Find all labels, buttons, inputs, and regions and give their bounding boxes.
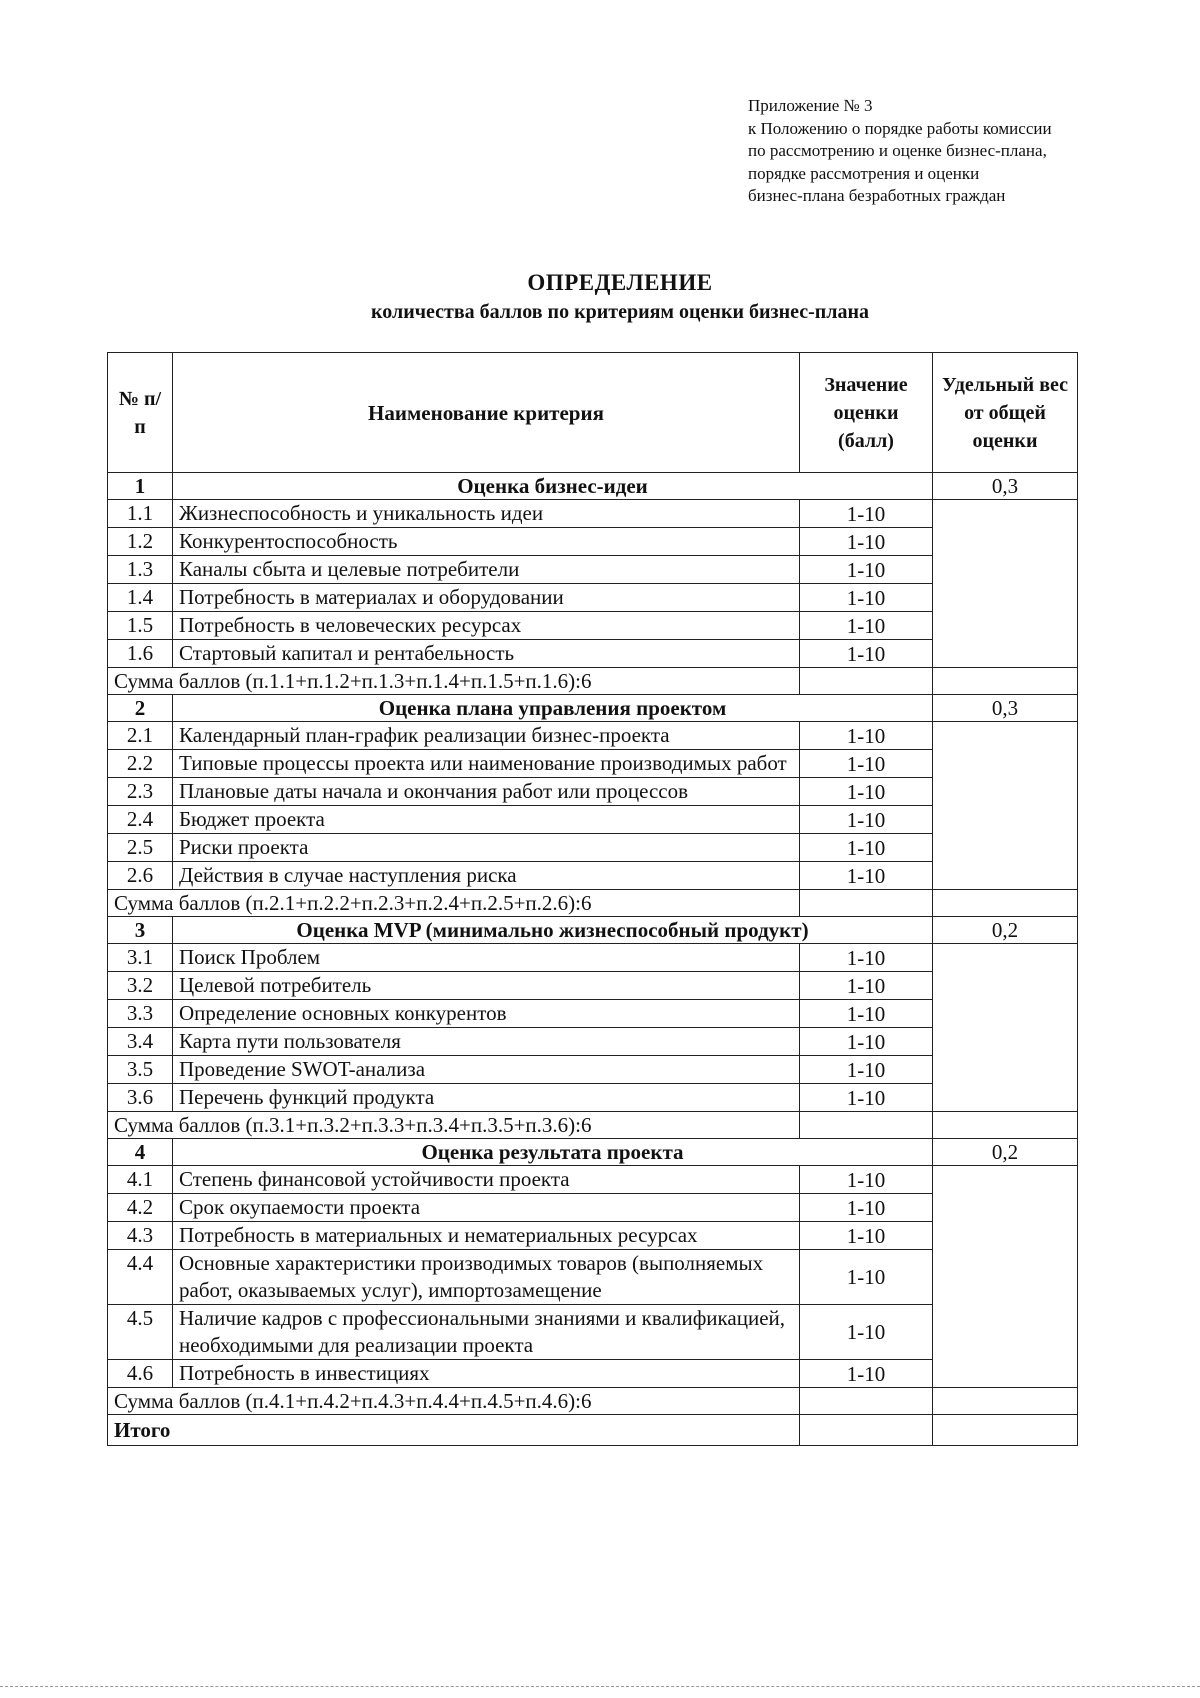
item-value: 1-10: [800, 640, 933, 668]
item-num: 4.3: [108, 1222, 173, 1250]
weight-merged-cell: [933, 1166, 1078, 1388]
item-num: 2.2: [108, 750, 173, 778]
item-text: Перечень функций продукта: [173, 1084, 800, 1112]
sum-row: [108, 1388, 1078, 1415]
item-text: Бюджет проекта: [173, 806, 800, 834]
table-row: [108, 1222, 1078, 1250]
section-row: [108, 1139, 1078, 1166]
sum-row: [108, 1112, 1078, 1139]
item-text: Целевой потребитель: [173, 972, 800, 1000]
item-num: 3.6: [108, 1084, 173, 1112]
weight-merged-cell: [933, 500, 1078, 668]
header-weight: Удельный вес от общей оценки: [933, 353, 1078, 473]
total-label: Итого: [108, 1415, 800, 1446]
table-row: [108, 1084, 1078, 1112]
table-row: [108, 528, 1078, 556]
item-text: Наличие кадров с профессиональными знаниями и квалификацией, необходимыми для реализации проекта: [173, 1305, 800, 1360]
header-value: Значение оценки (балл): [800, 353, 933, 473]
sum-weight-cell: [933, 1112, 1078, 1139]
section-weight: 0,3: [933, 695, 1078, 722]
sum-value-cell: [800, 1112, 933, 1139]
item-num: 4.2: [108, 1194, 173, 1222]
item-num: 1.4: [108, 584, 173, 612]
item-value: 1-10: [800, 1028, 933, 1056]
table-row: [108, 862, 1078, 890]
table-row: [108, 1250, 1078, 1305]
section-row: [108, 917, 1078, 944]
item-num: 1.5: [108, 612, 173, 640]
table-row: [108, 1305, 1078, 1360]
item-value: 1-10: [800, 1250, 933, 1305]
total-weight-cell: [933, 1415, 1078, 1446]
section-weight: 0,3: [933, 473, 1078, 500]
section-title: Оценка результата проекта: [173, 1139, 933, 1166]
section-title: Оценка MVP (минимально жизнеспособный продукт): [173, 917, 933, 944]
item-text: Степень финансовой устойчивости проекта: [173, 1166, 800, 1194]
item-value: 1-10: [800, 1360, 933, 1388]
item-num: 3.4: [108, 1028, 173, 1056]
item-num: 2.1: [108, 722, 173, 750]
item-num: 1.6: [108, 640, 173, 668]
sum-weight-cell: [933, 668, 1078, 695]
section-weight: 0,2: [933, 917, 1078, 944]
item-num: 1.2: [108, 528, 173, 556]
item-value: 1-10: [800, 500, 933, 528]
table-row: [108, 640, 1078, 668]
table-row: [108, 556, 1078, 584]
item-value: 1-10: [800, 556, 933, 584]
appendix-line: порядке рассмотрения и оценки: [748, 163, 980, 183]
item-num: 3.2: [108, 972, 173, 1000]
item-value: 1-10: [800, 1194, 933, 1222]
item-value: 1-10: [800, 1305, 933, 1360]
item-num: 1.1: [108, 500, 173, 528]
section-row: [108, 695, 1078, 722]
item-text: Типовые процессы проекта или наименование производимых работ: [173, 750, 800, 778]
section-num: 1: [108, 473, 173, 500]
weight-merged-cell: [933, 944, 1078, 1112]
item-text: Плановые даты начала и окончания работ или процессов: [173, 778, 800, 806]
item-value: 1-10: [800, 612, 933, 640]
item-num: 4.6: [108, 1360, 173, 1388]
item-text: Определение основных конкурентов: [173, 1000, 800, 1028]
sum-value-cell: [800, 1388, 933, 1415]
table-row: [108, 612, 1078, 640]
appendix-note: [748, 95, 1168, 208]
criteria-table: [107, 352, 1078, 1446]
sum-formula: Сумма баллов (п.1.1+п.1.2+п.1.3+п.1.4+п.1.5+п.1.6):6: [108, 668, 800, 695]
item-num: 2.5: [108, 834, 173, 862]
item-text: Основные характеристики производимых товаров (выполняемых работ, оказываемых услуг), импортозамещение: [173, 1250, 800, 1305]
item-text: Потребность в инвестициях: [173, 1360, 800, 1388]
item-value: 1-10: [800, 1222, 933, 1250]
item-text: Поиск Проблем: [173, 944, 800, 972]
item-value: 1-10: [800, 1000, 933, 1028]
sum-formula: Сумма баллов (п.4.1+п.4.2+п.4.3+п.4.4+п.4.5+п.4.6):6: [108, 1388, 800, 1415]
item-text: Потребность в материальных и нематериальных ресурсах: [173, 1222, 800, 1250]
table-row: [108, 834, 1078, 862]
item-value: 1-10: [800, 528, 933, 556]
item-text: Потребность в материалах и оборудовании: [173, 584, 800, 612]
item-text: Жизнеспособность и уникальность идеи: [173, 500, 800, 528]
item-num: 4.4: [108, 1250, 173, 1305]
item-value: 1-10: [800, 834, 933, 862]
item-text: Потребность в человеческих ресурсах: [173, 612, 800, 640]
table-row: [108, 778, 1078, 806]
item-value: 1-10: [800, 722, 933, 750]
table-row: [108, 972, 1078, 1000]
item-num: 3.1: [108, 944, 173, 972]
item-num: 4.1: [108, 1166, 173, 1194]
item-value: 1-10: [800, 1056, 933, 1084]
item-num: 2.4: [108, 806, 173, 834]
section-num: 2: [108, 695, 173, 722]
item-text: Стартовый капитал и рентабельность: [173, 640, 800, 668]
item-value: 1-10: [800, 1084, 933, 1112]
item-value: 1-10: [800, 862, 933, 890]
appendix-line: Приложение № 3: [748, 96, 873, 115]
table-row: [108, 500, 1078, 528]
sum-value-cell: [800, 890, 933, 917]
table-header-row: [108, 353, 1078, 473]
sum-formula: Сумма баллов (п.3.1+п.3.2+п.3.3+п.3.4+п.3.5+п.3.6):6: [108, 1112, 800, 1139]
section-title: Оценка плана управления проектом: [173, 695, 933, 722]
table-row: [108, 584, 1078, 612]
item-value: 1-10: [800, 778, 933, 806]
header-name: Наименование критерия: [173, 353, 800, 473]
table-row: [108, 944, 1078, 972]
table-row: [108, 1000, 1078, 1028]
total-value-cell: [800, 1415, 933, 1446]
item-num: 4.5: [108, 1305, 173, 1360]
bottom-rule: [0, 1686, 1200, 1687]
item-text: Действия в случае наступления риска: [173, 862, 800, 890]
appendix-line: по рассмотрению и оценке бизнес-плана,: [748, 141, 1047, 160]
item-text: Каналы сбыта и целевые потребители: [173, 556, 800, 584]
item-num: 2.6: [108, 862, 173, 890]
item-value: 1-10: [800, 972, 933, 1000]
appendix-line: бизнес-плана безработных граждан: [748, 186, 1006, 205]
table-body: [108, 473, 1078, 1446]
table-row: [108, 750, 1078, 778]
sum-value-cell: [800, 668, 933, 695]
item-num: 3.5: [108, 1056, 173, 1084]
weight-merged-cell: [933, 722, 1078, 890]
item-text: Карта пути пользователя: [173, 1028, 800, 1056]
table-row: [108, 1360, 1078, 1388]
table-row: [108, 1056, 1078, 1084]
section-num: 4: [108, 1139, 173, 1166]
item-value: 1-10: [800, 1166, 933, 1194]
item-value: 1-10: [800, 806, 933, 834]
item-text: Календарный план-график реализации бизнес-проекта: [173, 722, 800, 750]
item-text: Проведение SWOT-анализа: [173, 1056, 800, 1084]
item-value: 1-10: [800, 750, 933, 778]
item-text: Срок окупаемости проекта: [173, 1194, 800, 1222]
table-row: [108, 1028, 1078, 1056]
item-num: 3.3: [108, 1000, 173, 1028]
header-num: № п/п: [108, 353, 173, 473]
item-value: 1-10: [800, 944, 933, 972]
section-num: 3: [108, 917, 173, 944]
item-num: 2.3: [108, 778, 173, 806]
table-row: [108, 1166, 1078, 1194]
item-text: Риски проекта: [173, 834, 800, 862]
appendix-line: к Положению о порядке работы комиссии: [748, 118, 1052, 138]
sum-row: [108, 668, 1078, 695]
table-row: [108, 1194, 1078, 1222]
section-title: Оценка бизнес-идеи: [173, 473, 933, 500]
document-title: ОПРЕДЕЛЕНИЕ: [527, 270, 713, 295]
sum-row: [108, 890, 1078, 917]
table-row: [108, 722, 1078, 750]
sum-weight-cell: [933, 1388, 1078, 1415]
item-value: 1-10: [800, 584, 933, 612]
section-weight: 0,2: [933, 1139, 1078, 1166]
item-num: 1.3: [108, 556, 173, 584]
section-row: [108, 473, 1078, 500]
document-subtitle: количества баллов по критериям оценки бизнес-плана: [370, 301, 870, 323]
table-row: [108, 806, 1078, 834]
title-block: [0, 268, 1200, 326]
item-text: Конкурентоспособность: [173, 528, 800, 556]
sum-weight-cell: [933, 890, 1078, 917]
sum-formula: Сумма баллов (п.2.1+п.2.2+п.2.3+п.2.4+п.2.5+п.2.6):6: [108, 890, 800, 917]
total-row: [108, 1415, 1078, 1446]
